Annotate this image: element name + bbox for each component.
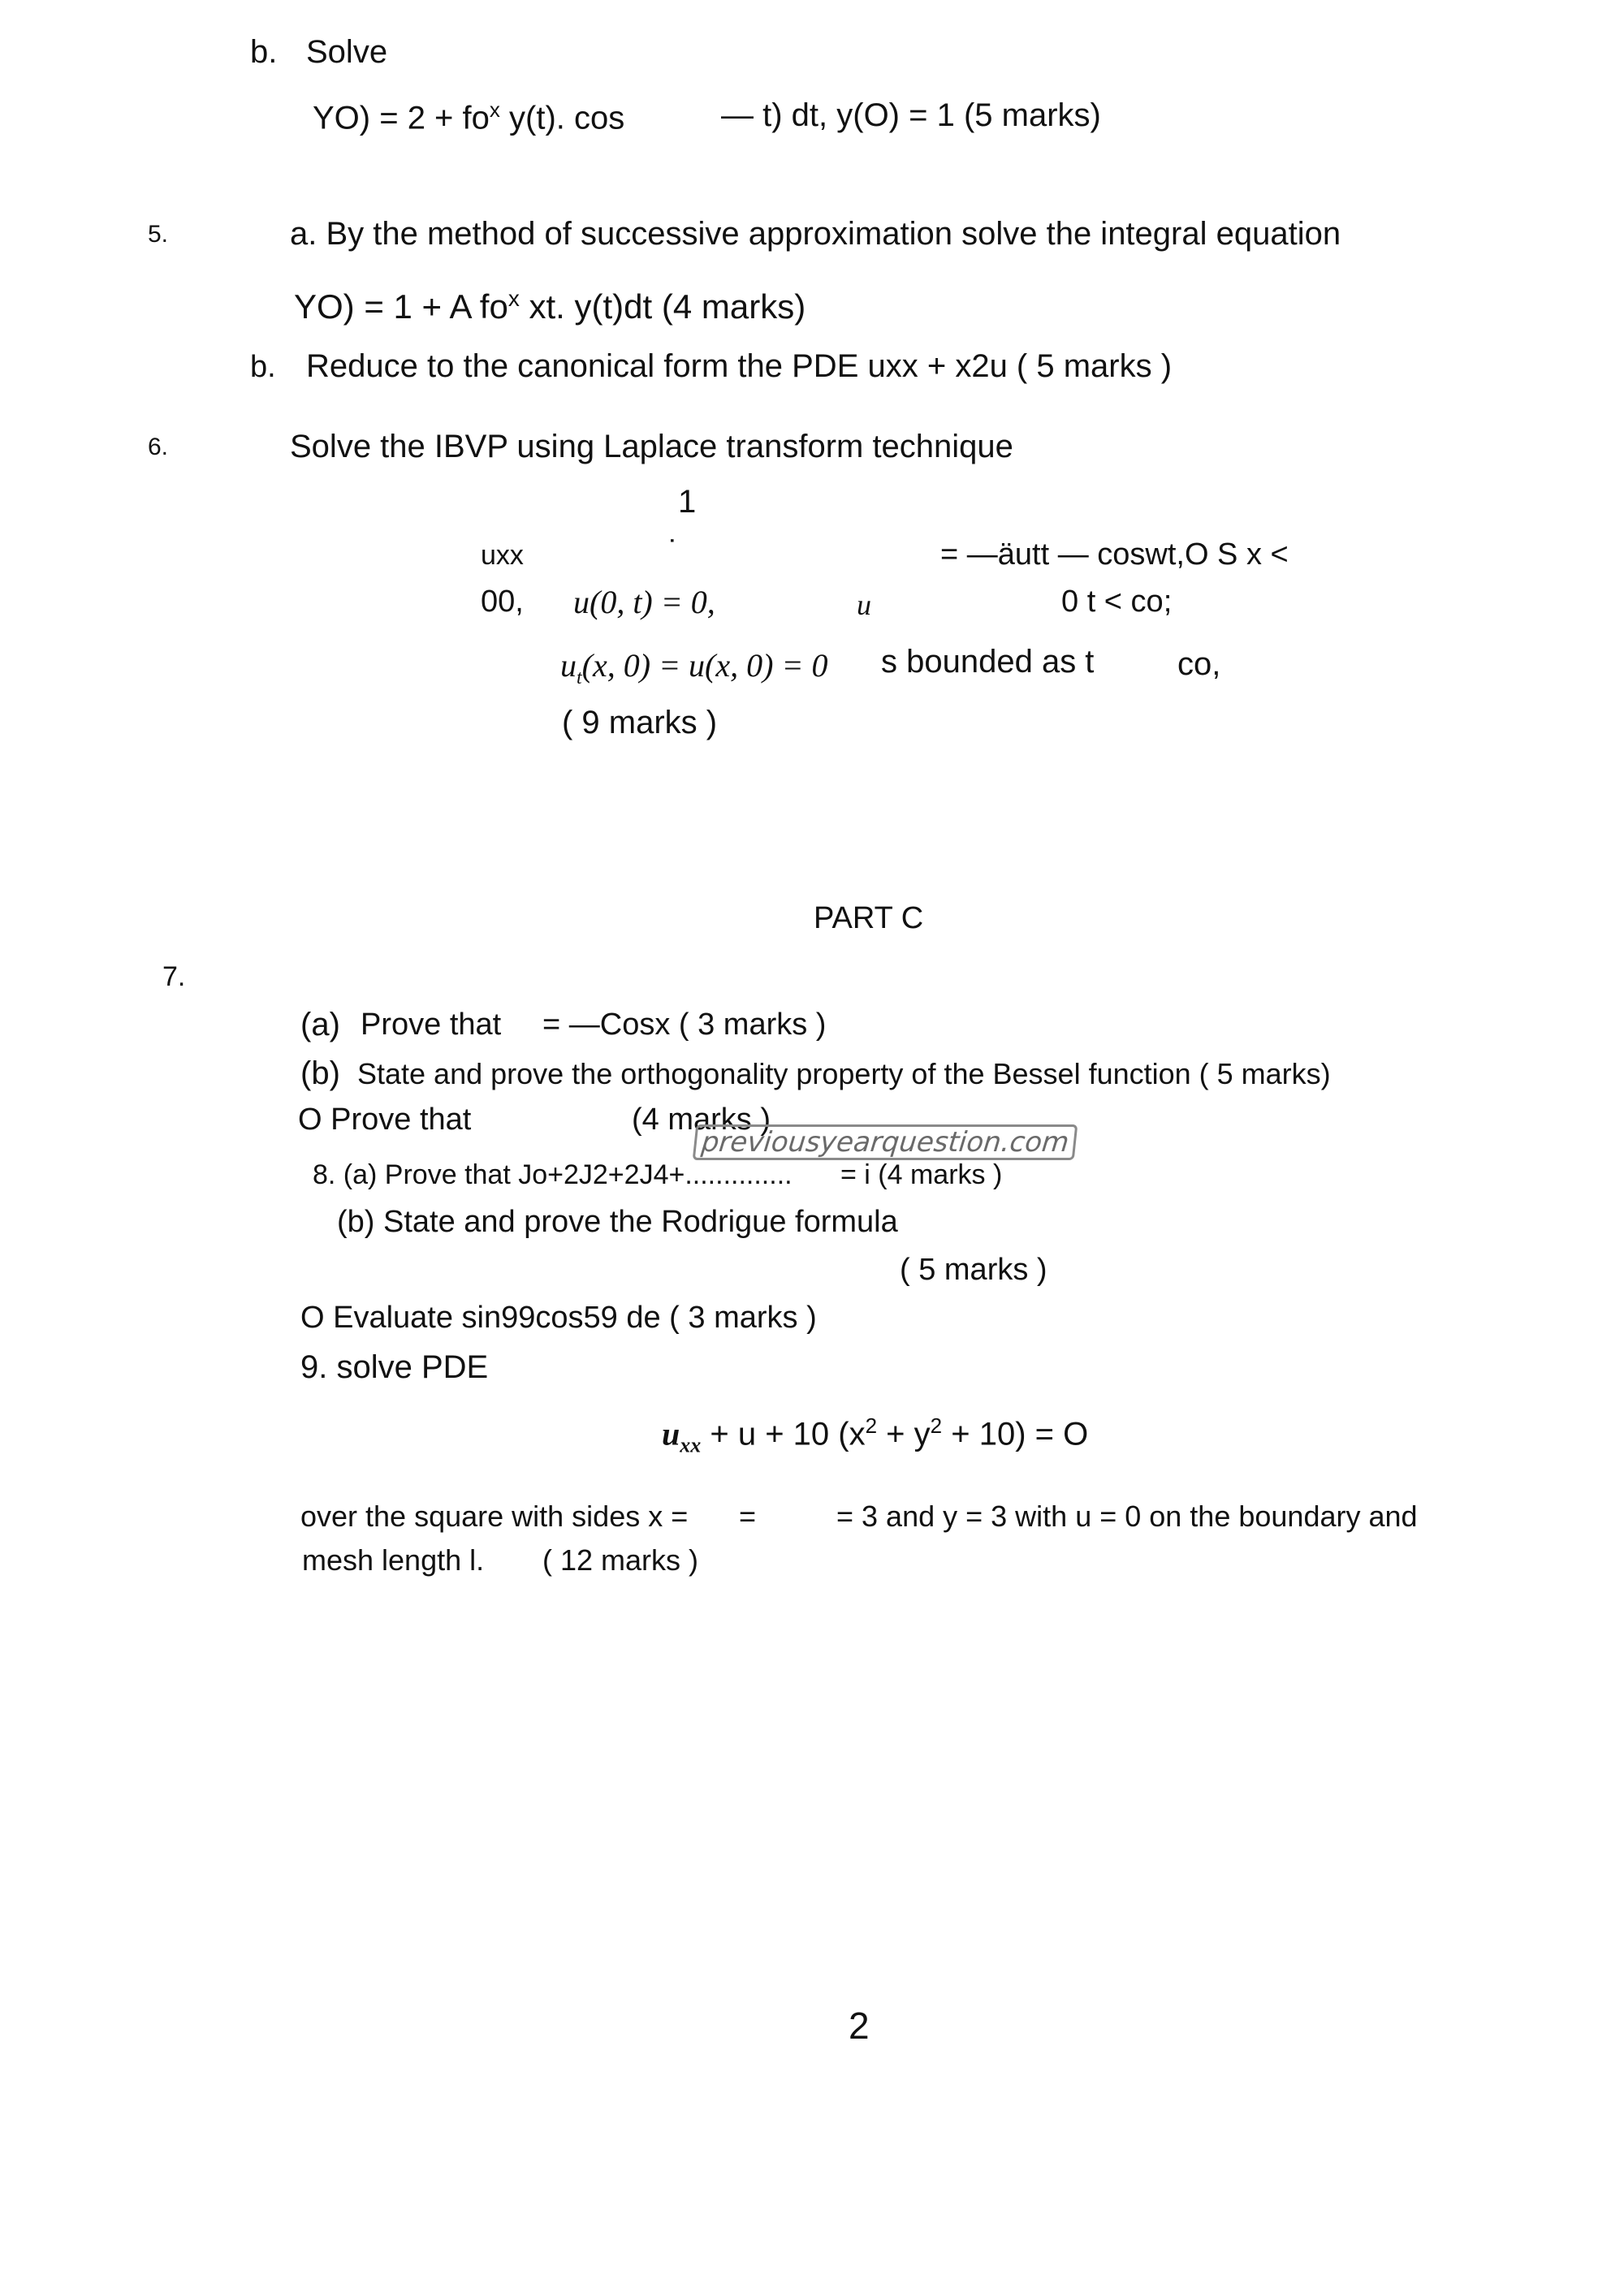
q6-u-single: u: [857, 589, 871, 621]
q4-b-equation: [313, 99, 624, 134]
q9-line2-a: mesh length l.: [302, 1543, 485, 1577]
q5-number: 5.: [148, 221, 169, 248]
q9-eq-sup1: 2: [865, 1413, 878, 1438]
q7-a-text: Prove that: [361, 1008, 502, 1042]
q9-eq-u: u: [662, 1415, 680, 1452]
q7-c-marks: (4 marks ): [632, 1103, 771, 1137]
q6-number: 6.: [148, 434, 169, 460]
q7-number: 7.: [162, 961, 186, 992]
q7-a-label: (a): [300, 1007, 340, 1042]
q6-bounded: s bounded as t: [881, 644, 1095, 680]
q9-line1-a: over the square with sides x =: [300, 1500, 689, 1533]
q6-co: co,: [1177, 646, 1221, 682]
q5-a-equation: [294, 287, 806, 324]
q5-a-eq-sup: x: [508, 286, 520, 311]
q6-ut-rest: (x, 0) = u(x, 0) = 0: [581, 647, 828, 684]
q5-a-text: a. By the method of successive approximation solve the integral equation: [290, 216, 1341, 252]
q7-b-text: State and prove the orthogonality property of the Bessel function ( 5 marks): [357, 1057, 1331, 1090]
part-c-title: PART C: [814, 901, 924, 935]
q5-a-eq-left: YO) = 1 + A fo: [294, 287, 508, 326]
q4-b-eq-right: — t) dt, y(O) = 1 (5 marks): [721, 97, 1101, 133]
q9-text: 9. solve PDE: [300, 1349, 489, 1385]
q8-a-text: 8. (a) Prove that Jo+2J2+2J4+..............: [313, 1159, 793, 1190]
q4-b-eq-sup: x: [489, 97, 500, 122]
q8-b-marks: ( 5 marks ): [900, 1253, 1047, 1287]
q6-ut: u: [560, 647, 577, 684]
q7-c-text: O Prove that: [298, 1103, 472, 1137]
q8-b-text: (b) State and prove the Rodrigue formula: [337, 1205, 898, 1239]
q9-equation: [662, 1415, 1088, 1456]
q6-fraction-one: 1: [678, 484, 697, 520]
q4-b-eq-mid: y(t). cos: [499, 100, 625, 136]
q7-a-rhs: = —Cosx ( 3 marks ): [542, 1008, 827, 1042]
q9-eq-sub: xx: [680, 1433, 702, 1457]
q9-eq-mid2: + y: [877, 1416, 931, 1452]
q6-text: Solve the IBVP using Laplace transform technique: [290, 429, 1013, 464]
q8-a-rhs: = i (4 marks ): [840, 1159, 1003, 1190]
q9-eq-mid: + u + 10 (x: [701, 1416, 866, 1452]
q9-line2-b: ( 12 marks ): [542, 1543, 699, 1577]
q9-eq-end: + 10) = O: [942, 1416, 1089, 1452]
q7-b-label: (b): [300, 1055, 340, 1091]
q4-b-eq-left: YO) = 2 + fo: [313, 100, 490, 136]
q5-b-label: b.: [250, 350, 276, 384]
watermark-logo: previousyearquestion.com: [693, 1124, 1078, 1160]
q6-initial-condition: [560, 647, 828, 688]
q5-b-text: Reduce to the canonical form the PDE uxx + x2u ( 5 marks ): [306, 348, 1173, 384]
q6-rhs2: 0 t < co;: [1061, 585, 1173, 619]
page-number: 2: [849, 2005, 870, 2047]
q9-line1-b: = 3 and y = 3 with u = 0 on the boundary and: [836, 1500, 1418, 1533]
q6-ut-sub: t: [577, 667, 582, 688]
q9-line1-eq: =: [739, 1500, 757, 1533]
q8-c-text: O Evaluate sin99cos59 de ( 3 marks ): [300, 1301, 817, 1335]
q6-marks: ( 9 marks ): [562, 705, 718, 740]
q5-a-eq-right: xt. y(t)dt (4 marks): [519, 287, 806, 326]
q6-uxx: uxx: [481, 540, 524, 571]
q4-b-solve: Solve: [306, 34, 388, 70]
q6-dot: ˙: [668, 534, 680, 570]
q9-eq-sup2: 2: [930, 1413, 943, 1438]
q4-b-label: b.: [250, 34, 278, 70]
q6-oo: 00,: [481, 585, 524, 619]
q6-rhs1: = —äutt — coswt,O S x <: [940, 537, 1289, 572]
q6-u0t: u(0, t) = 0,: [573, 584, 715, 620]
